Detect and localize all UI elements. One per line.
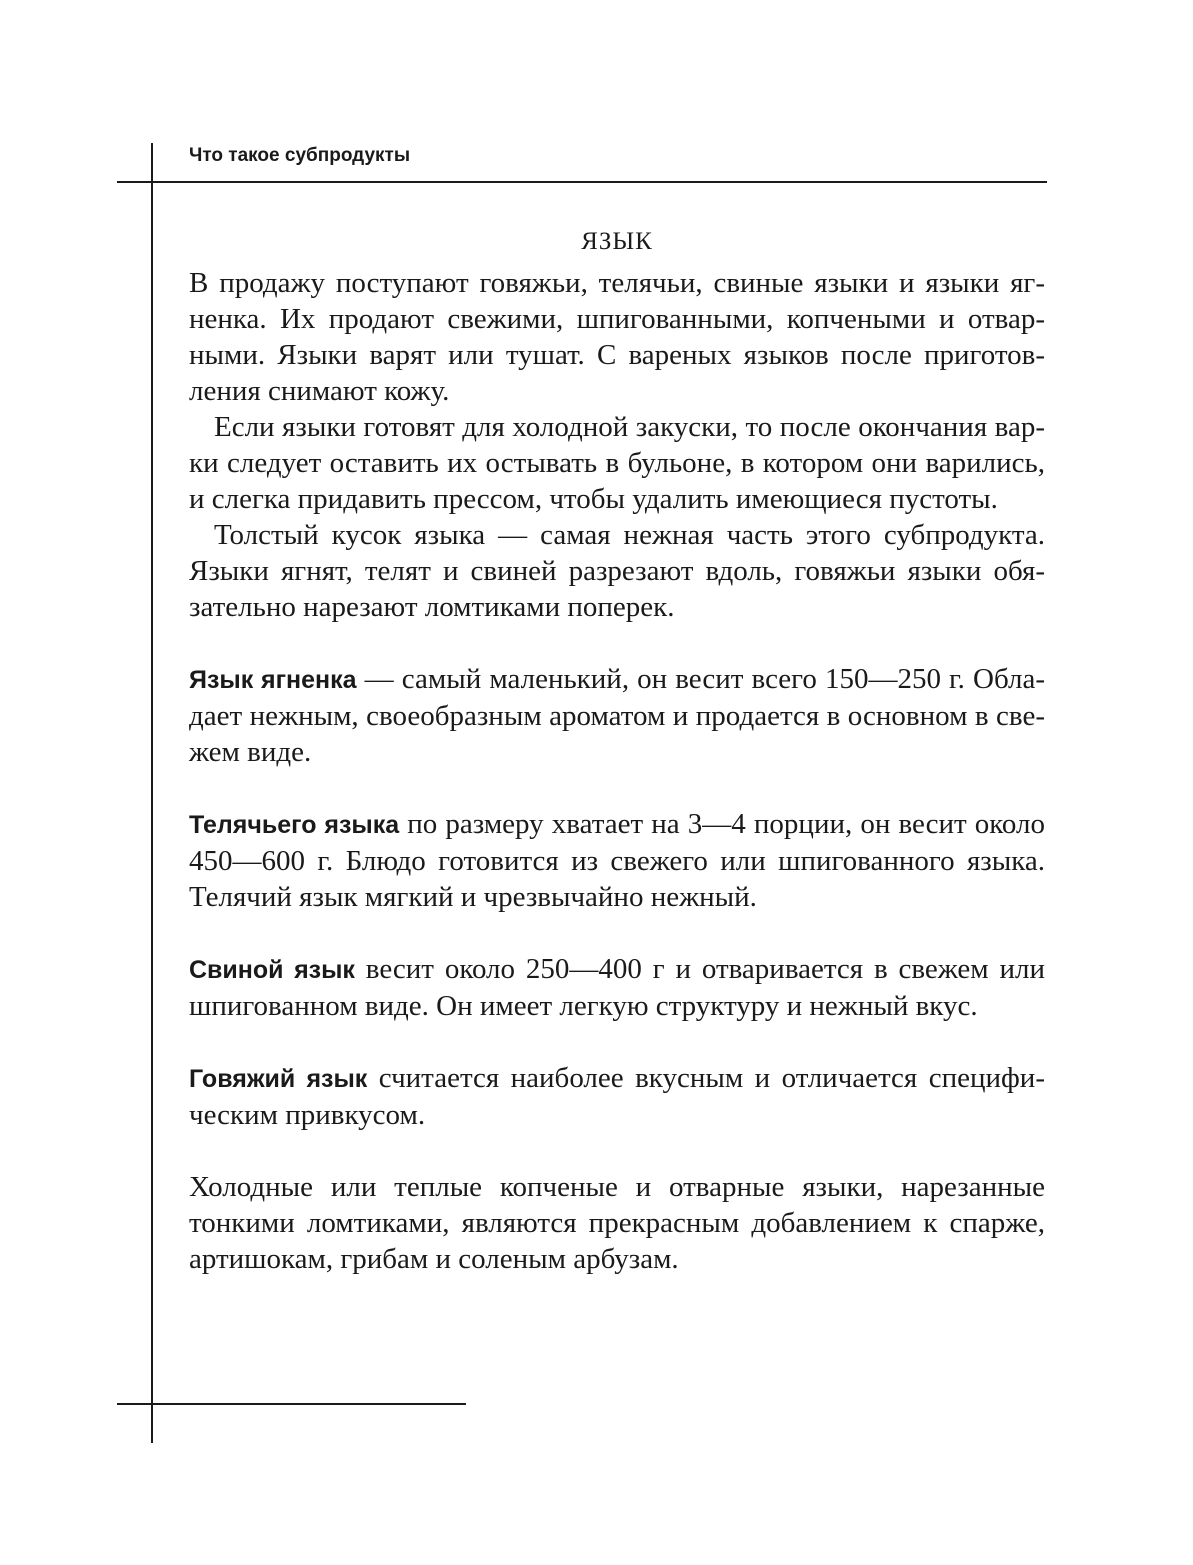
paragraph-veal-tongue — [189, 806, 1045, 915]
paragraph-lamb-tongue — [189, 661, 1045, 770]
term-lamb-tongue: Язык ягненка — [189, 666, 357, 694]
term-veal-tongue: Телячьего языка — [189, 811, 400, 839]
margin-vertical-rule — [151, 143, 153, 1443]
paragraph-cold-appetizer: Если языки готовят для холодной закуски, то после окончания варки следует оставить их остывать в бульоне, в котором они варились, и слегка придавить прессом, чтобы удалить имеющиеся пустоты. — [189, 411, 1045, 515]
beef-tongue-text: считается наиболее вкусным и отличается специфическим привкусом. — [189, 1062, 1046, 1131]
pork-tongue-text: весит около 250—400 г и отваривается в свежем или шпигованном виде. Он имеет легкую структуру и нежный вкус. — [189, 953, 1045, 1022]
lamb-tongue-text: — самый маленький, он весит всего 150—250 г. Обладает нежным, своеобразным ароматом и продается в основном в свежем виде. — [189, 663, 1045, 768]
paragraph-thick-part: Толстый кусок языка — самая нежная часть этого субпродукта. Языки ягнят, телят и свиней разрезают вдоль, говяжьи языки обязательно нарезают ломтиками поперек. — [189, 519, 1045, 623]
running-head: Что такое субпродукты — [189, 145, 411, 166]
paragraph-pork-tongue — [189, 951, 1045, 1024]
term-pork-tongue: Свиной язык — [189, 956, 355, 984]
veal-tongue-text: по размеру хватает на 3—4 порции, он весит около 450—600 г. Блюдо готовится из свежего или шпигованного языка. Телячий язык мягкий и чрезвычайно нежный. — [189, 808, 1046, 913]
header-rule — [117, 181, 1047, 183]
paragraph-serving: Холодные или теплые копченые и отварные языки, нарезанные тонкими ломтиками, являются прекрасным добавлением к спарже, артишокам, грибам и соленым арбузам. — [189, 1171, 1045, 1275]
paragraph-intro: В продажу поступают говяжьи, телячьи, свиные языки и языки ягненка. Их продают свежими, шпигованными, копчеными и отварными. Языки варят или тушат. С вареных языков после приготовления снимают кожу. — [189, 267, 1045, 407]
term-beef-tongue: Говяжий язык — [189, 1065, 368, 1093]
page-body — [189, 224, 1045, 1277]
section-title: ЯЗЫК — [581, 228, 653, 255]
footer-rule — [117, 1403, 466, 1405]
paragraph-beef-tongue — [189, 1060, 1045, 1133]
